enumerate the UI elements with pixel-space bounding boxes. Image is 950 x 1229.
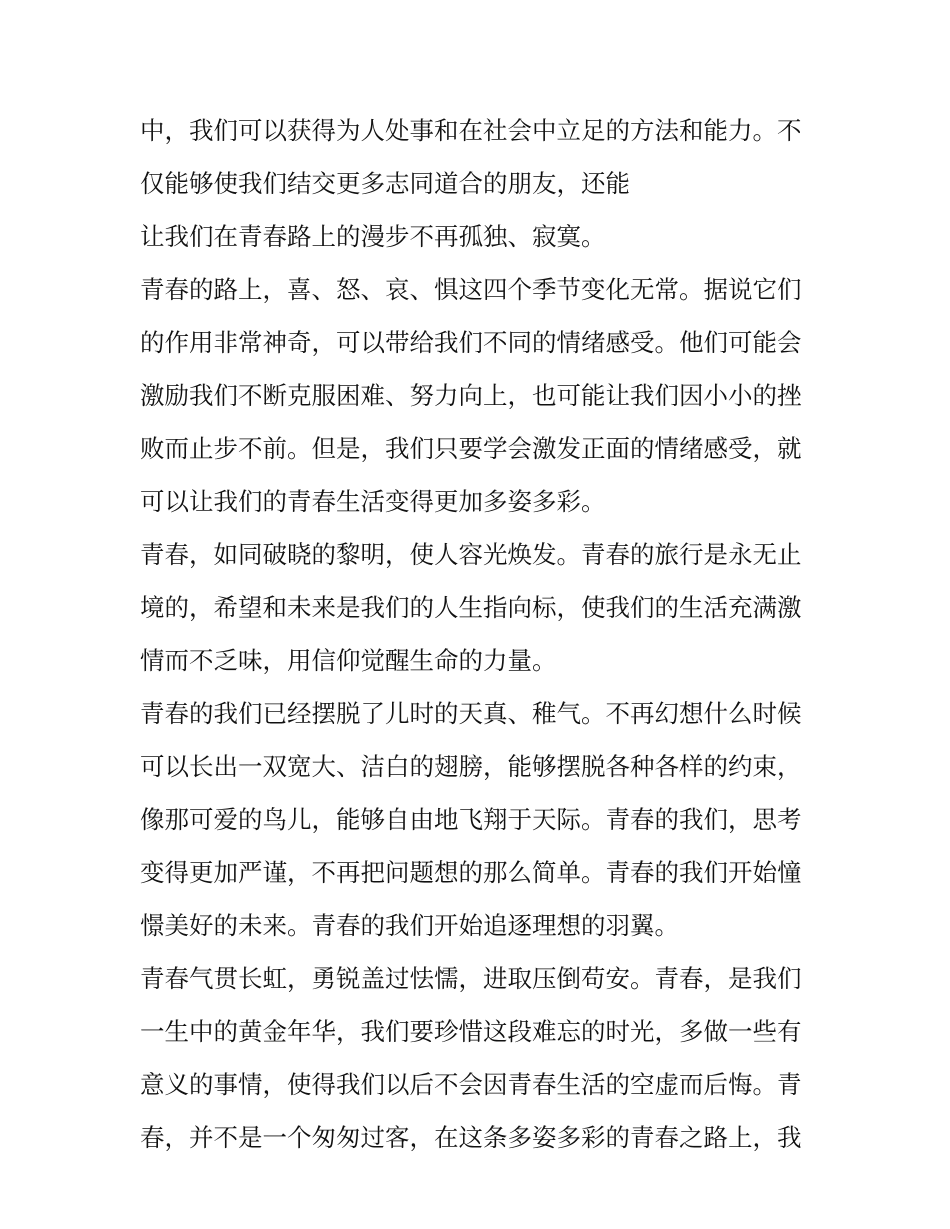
text-line: 憬美好的未来。青春的我们开始追逐理想的羽翼。 <box>140 911 679 940</box>
text-line: 情而不乏味，用信仰觉醒生命的力量。 <box>140 646 557 675</box>
text-line: 的作用非常神奇，可以带给我们不同的情绪感受。他们可能会 <box>140 328 802 357</box>
text-line: 仅能够使我们结交更多志同道合的朋友，还能 <box>140 169 630 198</box>
text-line: 意义的事情，使得我们以后不会因青春生活的空虚而后悔。青 <box>140 1070 802 1099</box>
text-line: 像那可爱的鸟儿，能够自由地飞翔于天际。青春的我们，思考 <box>140 805 802 834</box>
text-line: 青春，如同破晓的黎明，使人容光焕发。青春的旅行是永无止 <box>140 540 802 569</box>
text-line: 变得更加严谨，不再把问题想的那么简单。青春的我们开始憧 <box>140 858 802 887</box>
text-line: 可以让我们的青春生活变得更加多姿多彩。 <box>140 487 606 516</box>
text-line: 一生中的黄金年华，我们要珍惜这段难忘的时光，多做一些有 <box>140 1017 802 1046</box>
text-line: 激励我们不断克服困难、努力向上，也可能让我们因小小的挫 <box>140 381 802 410</box>
text-line: 春，并不是一个匆匆过客，在这条多姿多彩的青春之路上，我 <box>140 1123 802 1152</box>
text-line: 可以长出一双宽大、洁白的翅膀，能够摆脱各种各样的约束， <box>140 752 802 781</box>
text-line: 中，我们可以获得为人处事和在社会中立足的方法和能力。不 <box>140 116 802 145</box>
text-line: 让我们在青春路上的漫步不再孤独、寂寞。 <box>140 222 606 251</box>
text-line: 青春的路上，喜、怒、哀、惧这四个季节变化无常。据说它们 <box>140 275 802 304</box>
document-body <box>140 104 820 1164</box>
text-line: 青春的我们已经摆脱了儿时的天真、稚气。不再幻想什么时候 <box>140 699 802 728</box>
text-line: 青春气贯长虹，勇锐盖过怯懦，进取压倒苟安。青春，是我们 <box>140 964 802 993</box>
text-line: 败而止步不前。但是，我们只要学会激发正面的情绪感受，就 <box>140 434 802 463</box>
text-line: 境的，希望和未来是我们的人生指向标，使我们的生活充满激 <box>140 593 802 622</box>
